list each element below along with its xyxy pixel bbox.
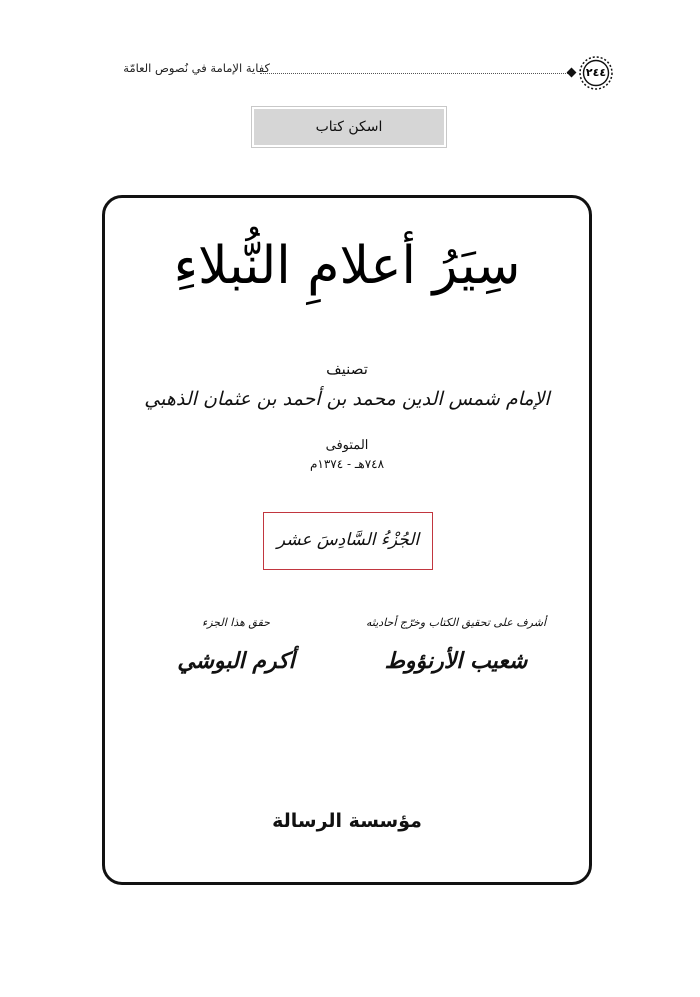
- title-page-frame: [102, 195, 592, 885]
- book-title: سِيَرُ أعلامِ النُّبلاءِ: [173, 236, 521, 296]
- diamond-ornament-icon: [567, 68, 577, 78]
- scan-label-box: [254, 109, 444, 145]
- supervisor-name: شعيب الأرنؤوط: [384, 648, 528, 674]
- header-dotted-rule: [260, 73, 572, 74]
- editor-name: أكرم البوشي: [177, 648, 295, 674]
- volume-label: الجُزْءُ السَّادِسَ عشر: [276, 530, 420, 550]
- compiled-by-label: تصنيف: [326, 360, 368, 378]
- volume-box: [263, 512, 433, 570]
- author-name: الإمام شمس الدين محمد بن أحمد بن عثمان الذهبي: [144, 388, 550, 410]
- editor-role: حقق هذا الجزء: [202, 616, 270, 629]
- editor-credit: [161, 614, 311, 676]
- scan-label-text: اسكن كتاب: [315, 119, 383, 135]
- supervisor-credit: [361, 614, 551, 676]
- page-number-badge: [578, 55, 614, 91]
- running-title: كفاية الإمامة في نُصوص العامّة: [123, 61, 270, 75]
- publisher-name: مؤسسة الرسالة: [272, 810, 422, 832]
- page-number: ٢٤٤: [585, 66, 607, 79]
- died-label: المتوفى: [325, 438, 369, 453]
- running-header: [100, 55, 618, 91]
- death-dates: ٧٤٨هـ - ١٣٧٤م: [309, 457, 385, 471]
- supervisor-role: أشرف على تحقيق الكتاب وخرّج أحاديثه: [366, 616, 546, 629]
